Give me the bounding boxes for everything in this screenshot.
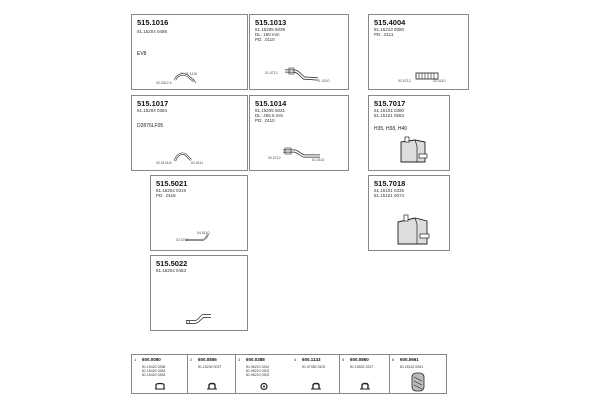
part-callout: 01.0111 bbox=[191, 161, 204, 165]
part-callout: 00.0712 bbox=[268, 156, 281, 160]
part-number: 515.4004 bbox=[374, 18, 406, 27]
part-reference: 81.15101 0335 bbox=[374, 188, 405, 193]
accessory-part-number: 600.0080 bbox=[142, 356, 161, 362]
part-reference: PD: .0110 bbox=[255, 37, 275, 42]
part-number: 515.1017 bbox=[137, 99, 169, 108]
part-number: 515.1013 bbox=[255, 18, 287, 27]
clamp-icon bbox=[310, 382, 322, 391]
part-reference: 81.15204 0384 bbox=[137, 108, 168, 113]
accessory-reference: 81.96210 0302 bbox=[246, 373, 270, 377]
exhaust-pipe-drawing bbox=[183, 310, 215, 328]
heat-shield-icon bbox=[410, 372, 426, 392]
accessory-part-number: 600.0388 bbox=[246, 356, 265, 362]
accessory-index: 1 bbox=[134, 357, 137, 362]
accessory-reference: 81.96210 0302 bbox=[246, 369, 270, 373]
accessory-reference: 51.97450 0402 bbox=[302, 365, 326, 369]
part-card-515-5022[interactable] bbox=[150, 255, 248, 331]
accessory-reference: 81.15420 0284 bbox=[142, 373, 166, 377]
part-card-515-1016[interactable] bbox=[131, 14, 248, 90]
clamp-icon bbox=[154, 382, 166, 391]
part-reference: DL: 160 mm bbox=[255, 32, 280, 37]
part-card-515-1013[interactable] bbox=[249, 14, 349, 90]
part-number: 515.5021 bbox=[156, 179, 188, 188]
part-card-515-7018[interactable] bbox=[368, 175, 450, 251]
part-callout: 02.0712 bbox=[398, 79, 411, 83]
accessory-index: 6 bbox=[392, 357, 395, 362]
part-callout: 0 .0110 bbox=[318, 79, 330, 83]
accessory-reference: 81.15110 0061 bbox=[400, 365, 424, 369]
accessory-cell[interactable] bbox=[390, 355, 446, 393]
engine-note: H35, H38, H40 bbox=[374, 126, 408, 132]
accessory-part-number: 600.0661 bbox=[400, 356, 419, 362]
muffler-drawing bbox=[395, 212, 431, 248]
exhaust-pipe-drawing bbox=[280, 144, 324, 162]
clamp-icon bbox=[359, 382, 371, 391]
exhaust-pipe-drawing bbox=[172, 149, 196, 165]
accessory-reference: 81.96210 0310 bbox=[246, 365, 270, 369]
accessory-cell[interactable] bbox=[132, 355, 188, 393]
part-callout: 01.0110 bbox=[312, 158, 325, 162]
accessory-reference: 81.15420 0268 bbox=[142, 365, 166, 369]
part-number: 515.5022 bbox=[156, 259, 188, 268]
ring-icon bbox=[260, 382, 269, 391]
accessory-cell[interactable] bbox=[340, 355, 390, 393]
part-card-515-7017[interactable] bbox=[368, 95, 450, 171]
part-reference: PD: .0110 bbox=[255, 118, 275, 123]
exhaust-pipe-drawing bbox=[183, 231, 213, 245]
exhaust-pipe-drawing bbox=[282, 65, 322, 87]
part-reference: 81.15101 0074 bbox=[374, 193, 405, 198]
part-number: 515.7018 bbox=[374, 179, 406, 188]
part-reference: 81.15205 5021 bbox=[255, 108, 286, 113]
part-card-515-1014[interactable] bbox=[249, 95, 349, 171]
accessory-index: 2 bbox=[190, 357, 193, 362]
part-reference: PD: .0111 bbox=[374, 32, 394, 37]
accessory-part-number: 600.0860 bbox=[350, 356, 369, 362]
part-reference: DL: 406.5 mm bbox=[255, 113, 284, 118]
part-reference: 81.15204 0319 bbox=[156, 188, 187, 193]
accessory-reference: 81.15420 0283 bbox=[142, 369, 166, 373]
accessory-index: 3 bbox=[238, 357, 241, 362]
clamp-icon bbox=[206, 382, 218, 391]
part-callout: 01.01 1110 bbox=[180, 72, 197, 76]
part-callout: 02.0110 bbox=[433, 79, 446, 83]
part-callout: 04.0110 bbox=[197, 231, 210, 235]
part-card-515-4004[interactable] bbox=[368, 14, 469, 90]
part-reference: PD: .0118 bbox=[156, 193, 176, 198]
accessory-cell[interactable] bbox=[236, 355, 340, 393]
accessories-strip bbox=[131, 354, 447, 394]
accessory-cell[interactable] bbox=[188, 355, 236, 393]
part-card-515-5021[interactable] bbox=[150, 175, 248, 251]
part-reference: 81.15204 0483 bbox=[156, 268, 187, 273]
muffler-drawing bbox=[397, 136, 431, 166]
part-reference: 81.15101 0380 bbox=[374, 108, 405, 113]
accessory-part-number: 600.1143 bbox=[302, 356, 321, 362]
flex-pipe-drawing bbox=[414, 70, 440, 82]
part-callout: 02.0312 4 bbox=[156, 81, 172, 85]
accessory-reference: 81.15240 0037 bbox=[198, 365, 222, 369]
part-number: 515.7017 bbox=[374, 99, 406, 108]
engine-note: D2876LF05 bbox=[137, 123, 164, 129]
part-reference: 81.15101 0553 bbox=[374, 113, 405, 118]
accessory-part-number: 600.0856 bbox=[198, 356, 217, 362]
exhaust-pipe-drawing bbox=[172, 70, 202, 86]
accessory-reference: 81.15502 0327 bbox=[350, 365, 374, 369]
accessory-index: 5 bbox=[342, 357, 345, 362]
part-number: 515.1014 bbox=[255, 99, 287, 108]
part-callout: 02.0121/4 bbox=[156, 161, 172, 165]
part-callout: 02.0712 bbox=[176, 238, 189, 242]
engine-note: EV8 bbox=[137, 51, 147, 57]
part-callout: 01.0712 bbox=[265, 71, 278, 75]
part-reference: 81.15213 0080 bbox=[374, 27, 405, 32]
accessory-index: 4 bbox=[294, 357, 297, 362]
part-reference: 81.15204 0488 bbox=[137, 29, 168, 34]
part-card-515-1017[interactable] bbox=[131, 95, 248, 171]
part-number: 515.1016 bbox=[137, 18, 169, 27]
part-reference: 81.15205 5039 bbox=[255, 27, 286, 32]
